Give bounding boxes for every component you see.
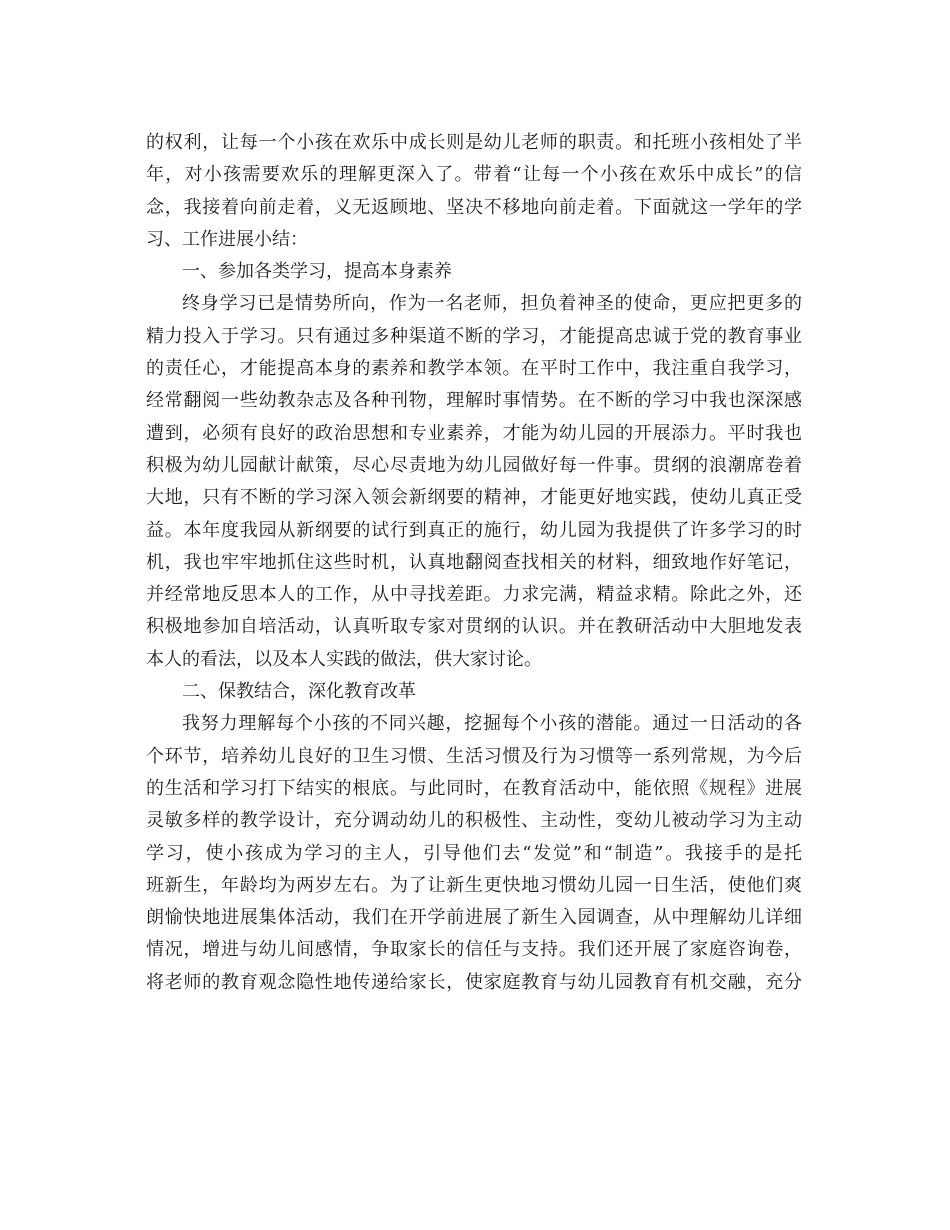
text-line: 学习，使小孩成为学习的主人，引导他们去“发觉”和“制造”。我接手的是托 [146, 842, 802, 864]
text-line: 的生活和学习打下结实的根底。与此同时，在教育活动中，能依照《规程》进展 [146, 777, 802, 799]
text-line: 班新生，年龄均为两岁左右。为了让新生更快地习惯幼儿园一日生活，使他们爽 [146, 874, 802, 896]
text-line: 情况，增进与幼儿间感情，争取家长的信任与支持。我们还开展了家庭咨询卷， [146, 939, 802, 961]
text-line: 年，对小孩需要欢乐的理解更深入了。带着“让每一个小孩在欢乐中成长”的信 [146, 164, 802, 186]
text-line: 大地，只有不断的学习深入领会新纲要的精神，才能更好地实践，使幼儿真正受 [146, 487, 802, 509]
text-line: 本人的看法，以及本人实践的做法，供大家讨论。 [146, 648, 542, 670]
text-line: 我努力理解每个小孩的不同兴趣，挖掘每个小孩的潜能。通过一日活动的各 [182, 713, 802, 735]
text-line: 益。本年度我园从新纲要的试行到真正的施行，幼儿园为我提供了许多学习的时 [146, 519, 802, 541]
text-line: 个环节，培养幼儿良好的卫生习惯、生活习惯及行为习惯等一系列常规，为今后 [146, 745, 802, 767]
text-line: 念，我接着向前走着，义无返顾地、坚决不移地向前走着。下面就这一学年的学 [146, 196, 802, 218]
text-line: 的责任心，才能提高本身的素养和教学本领。在平时工作中，我注重自我学习， [146, 358, 802, 380]
text-line: 一、参加各类学习，提高本身素养 [182, 261, 452, 283]
text-line: 习、工作进展小结： [146, 228, 308, 250]
text-line: 精力投入于学习。只有通过多种渠道不断的学习，才能提高忠诚于党的教育事业 [146, 325, 802, 347]
text-line: 机，我也牢牢地抓住这些时机，认真地翻阅查找相关的材料，细致地作好笔记， [146, 551, 802, 573]
text-line: 灵敏多样的教学设计，充分调动幼儿的积极性、主动性，变幼儿被动学习为主动 [146, 810, 802, 832]
text-line: 遭到，必须有良好的政治思想和专业素养，才能为幼儿园的开展添力。平时我也 [146, 422, 802, 444]
text-line: 将老师的教育观念隐性地传递给家长，使家庭教育与幼儿园教育有机交融，充分 [146, 971, 802, 993]
text-line: 积极为幼儿园献计献策，尽心尽责地为幼儿园做好每一件事。贯纲的浪潮席卷着 [146, 454, 802, 476]
text-line: 的权利，让每一个小孩在欢乐中成长则是幼儿老师的职责。和托班小孩相处了半 [146, 132, 802, 153]
text-line: 并经常地反思本人的工作，从中寻找差距。力求完满，精益求精。除此之外，还 [146, 584, 802, 606]
text-line: 朗愉快地进展集体活动，我们在开学前进展了新生入园调查，从中理解幼儿详细 [146, 907, 802, 929]
text-line: 终身学习已是情势所向，作为一名老师，担负着神圣的使命，更应把更多的 [182, 293, 802, 315]
text-line: 二、保教结合，深化教育改革 [182, 681, 416, 703]
text-line: 积极地参加自培活动，认真听取专家对贯纲的认识。并在教研活动中大胆地发表 [146, 616, 802, 638]
text-line: 经常翻阅一些幼教杂志及各种刊物，理解时事情势。在不断的学习中我也深深感 [146, 390, 802, 412]
document-body [146, 127, 802, 999]
